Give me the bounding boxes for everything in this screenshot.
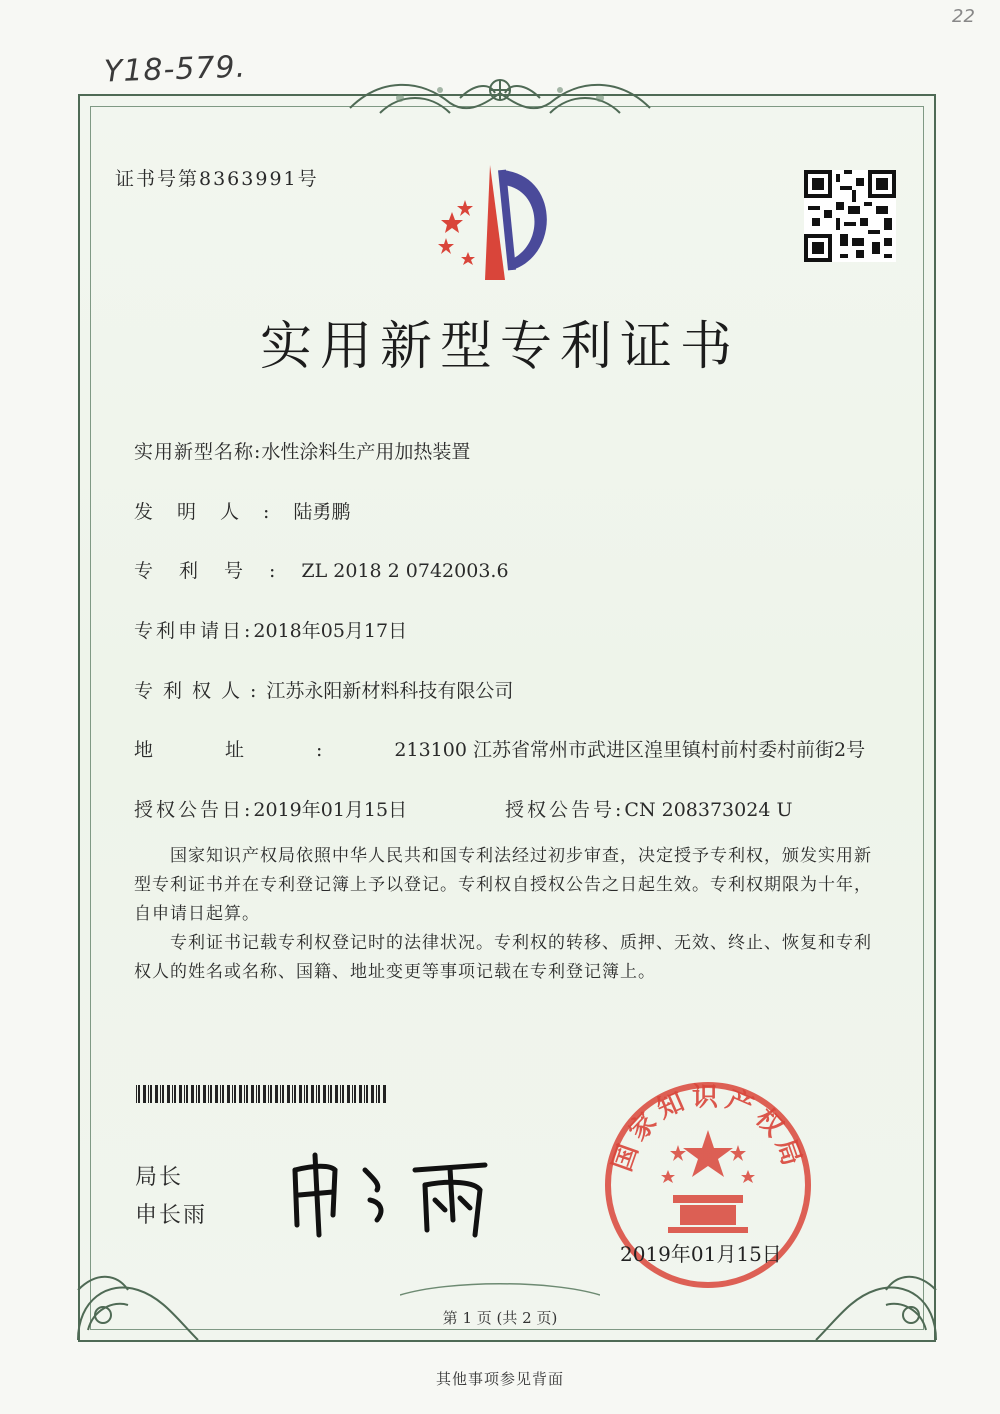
- barcode-bar: [234, 1085, 236, 1103]
- certificate-title: 实用新型专利证书: [259, 317, 740, 377]
- barcode-bar: [258, 1085, 260, 1103]
- barcode-bar: [323, 1085, 326, 1103]
- field-patent-number: [134, 556, 509, 583]
- barcode-bar: [280, 1085, 281, 1103]
- barcode-bar: [203, 1085, 206, 1103]
- barcode-bar: [378, 1085, 380, 1103]
- field-value: 陆勇鹏: [293, 501, 351, 523]
- paragraph-grant-notice: 国家知识产权局依照中华人民共和国专利法经过初步审查，决定授予专利权，颁发实用新型专利证书并在专利登记簿上予以登记。专利权自授权公告之日起生效。专利权期限为十年，自申请日起算。: [134, 846, 872, 924]
- barcode-bar: [239, 1085, 242, 1103]
- director-signature-icon: [285, 1140, 505, 1240]
- field-inventor: [134, 497, 350, 524]
- barcode-bar: [294, 1085, 296, 1103]
- barcode-bar: [383, 1085, 386, 1103]
- barcode-bar: [304, 1085, 305, 1103]
- field-patentee: [134, 676, 513, 703]
- barcode-bar: [328, 1085, 329, 1103]
- field-value: ZL 2018 2 0742003.6: [301, 560, 509, 582]
- field-label: 地址:: [134, 739, 395, 761]
- field-value: 2019年01月15日: [253, 799, 408, 821]
- barcode-bar: [227, 1085, 230, 1103]
- barcode-bar: [347, 1085, 350, 1103]
- barcode-bar: [143, 1085, 146, 1103]
- field-value: 水性涂料生产用加热装置: [261, 441, 471, 463]
- barcode-bar: [354, 1085, 356, 1103]
- field-filing-date: [134, 616, 407, 643]
- barcode-bar: [150, 1085, 152, 1103]
- bottom-center-ornament-icon: [400, 1280, 600, 1310]
- barcode-bar: [232, 1085, 233, 1103]
- director-title: 局长: [135, 1165, 184, 1190]
- barcode-bar: [160, 1085, 161, 1103]
- barcode-bar: [220, 1085, 221, 1103]
- certificate-number: 证书号第8363991号: [115, 168, 319, 190]
- barcode-bar: [246, 1085, 248, 1103]
- barcode-bar: [263, 1085, 266, 1103]
- field-grant-date: [134, 795, 407, 822]
- field-value: CN 208373024 U: [624, 799, 793, 821]
- barcode-bar: [282, 1085, 284, 1103]
- field-utility-model-name: [134, 437, 470, 464]
- seal-text: 国家知识产权局: [607, 1082, 809, 1176]
- bottom-right-ornament-icon: [806, 1230, 946, 1350]
- barcode-bar: [244, 1085, 245, 1103]
- barcode-bar: [330, 1085, 332, 1103]
- field-grant-number: [505, 795, 792, 822]
- barcode-icon: [136, 1085, 386, 1103]
- barcode-bar: [179, 1085, 182, 1103]
- barcode-bar: [299, 1085, 302, 1103]
- barcode-bar: [359, 1085, 362, 1103]
- field-value: 江苏永阳新材料科技有限公司: [266, 680, 514, 702]
- barcode-bar: [138, 1085, 140, 1103]
- barcode-bar: [136, 1085, 137, 1103]
- field-label: 专利权人:: [134, 680, 267, 702]
- barcode-bar: [292, 1085, 293, 1103]
- field-label: 专利申请日:: [134, 620, 254, 642]
- barcode-bar: [196, 1085, 197, 1103]
- barcode-bar: [342, 1085, 344, 1103]
- corner-page-number: 22: [952, 6, 975, 27]
- paragraph-legal-status: 专利证书记载专利权登记时的法律状况。专利权的转移、质押、无效、终止、恢复和专利权人的姓名或名称、国籍、地址变更等事项记载在专利登记簿上。: [134, 933, 872, 982]
- barcode-bar: [335, 1085, 338, 1103]
- barcode-bar: [256, 1085, 257, 1103]
- barcode-bar: [148, 1085, 149, 1103]
- barcode-bar: [208, 1085, 209, 1103]
- field-label: 授权公告号:: [505, 799, 625, 821]
- barcode-bar: [364, 1085, 365, 1103]
- field-value: 213100 江苏省常州市武进区湟里镇村前村委村前街2号: [394, 739, 866, 761]
- barcode-bar: [340, 1085, 341, 1103]
- barcode-bar: [210, 1085, 212, 1103]
- barcode-bar: [167, 1085, 170, 1103]
- patent-office-logo-icon: [430, 160, 580, 285]
- barcode-bar: [222, 1085, 224, 1103]
- barcode-bar: [198, 1085, 200, 1103]
- barcode-bar: [184, 1085, 185, 1103]
- barcode-bar: [352, 1085, 353, 1103]
- director-name: 申长雨: [135, 1203, 208, 1228]
- seal-date: 2019年01月15日: [620, 1242, 782, 1266]
- barcode-bar: [251, 1085, 254, 1103]
- field-label: 发明人:: [134, 501, 294, 523]
- handwritten-id: Y18-579.: [103, 49, 247, 90]
- barcode-bar: [371, 1085, 374, 1103]
- barcode-bar: [191, 1085, 194, 1103]
- barcode-bar: [172, 1085, 173, 1103]
- barcode-bar: [155, 1085, 158, 1103]
- barcode-bar: [366, 1085, 368, 1103]
- barcode-bar: [275, 1085, 278, 1103]
- bottom-left-ornament-icon: [68, 1230, 208, 1350]
- field-address: [134, 735, 865, 762]
- barcode-bar: [316, 1085, 317, 1103]
- qr-code-icon: [804, 170, 896, 262]
- field-label: 实用新型名称:: [134, 441, 262, 463]
- barcode-bar: [306, 1085, 308, 1103]
- barcode-bar: [270, 1085, 272, 1103]
- field-label: 授权公告日:: [134, 799, 254, 821]
- page-count: 第 1 页 (共 2 页): [442, 1309, 558, 1327]
- barcode-bar: [186, 1085, 188, 1103]
- barcode-bar: [311, 1085, 314, 1103]
- top-ornament-icon: [340, 68, 660, 128]
- barcode-bar: [318, 1085, 320, 1103]
- barcode-bar: [376, 1085, 377, 1103]
- footer-note: 其他事项参见背面: [435, 1370, 564, 1388]
- field-value: 2018年05月17日: [253, 620, 408, 642]
- barcode-bar: [268, 1085, 269, 1103]
- barcode-bar: [162, 1085, 164, 1103]
- field-label: 专利号:: [134, 560, 302, 582]
- barcode-bar: [287, 1085, 290, 1103]
- barcode-bar: [215, 1085, 218, 1103]
- barcode-bar: [174, 1085, 176, 1103]
